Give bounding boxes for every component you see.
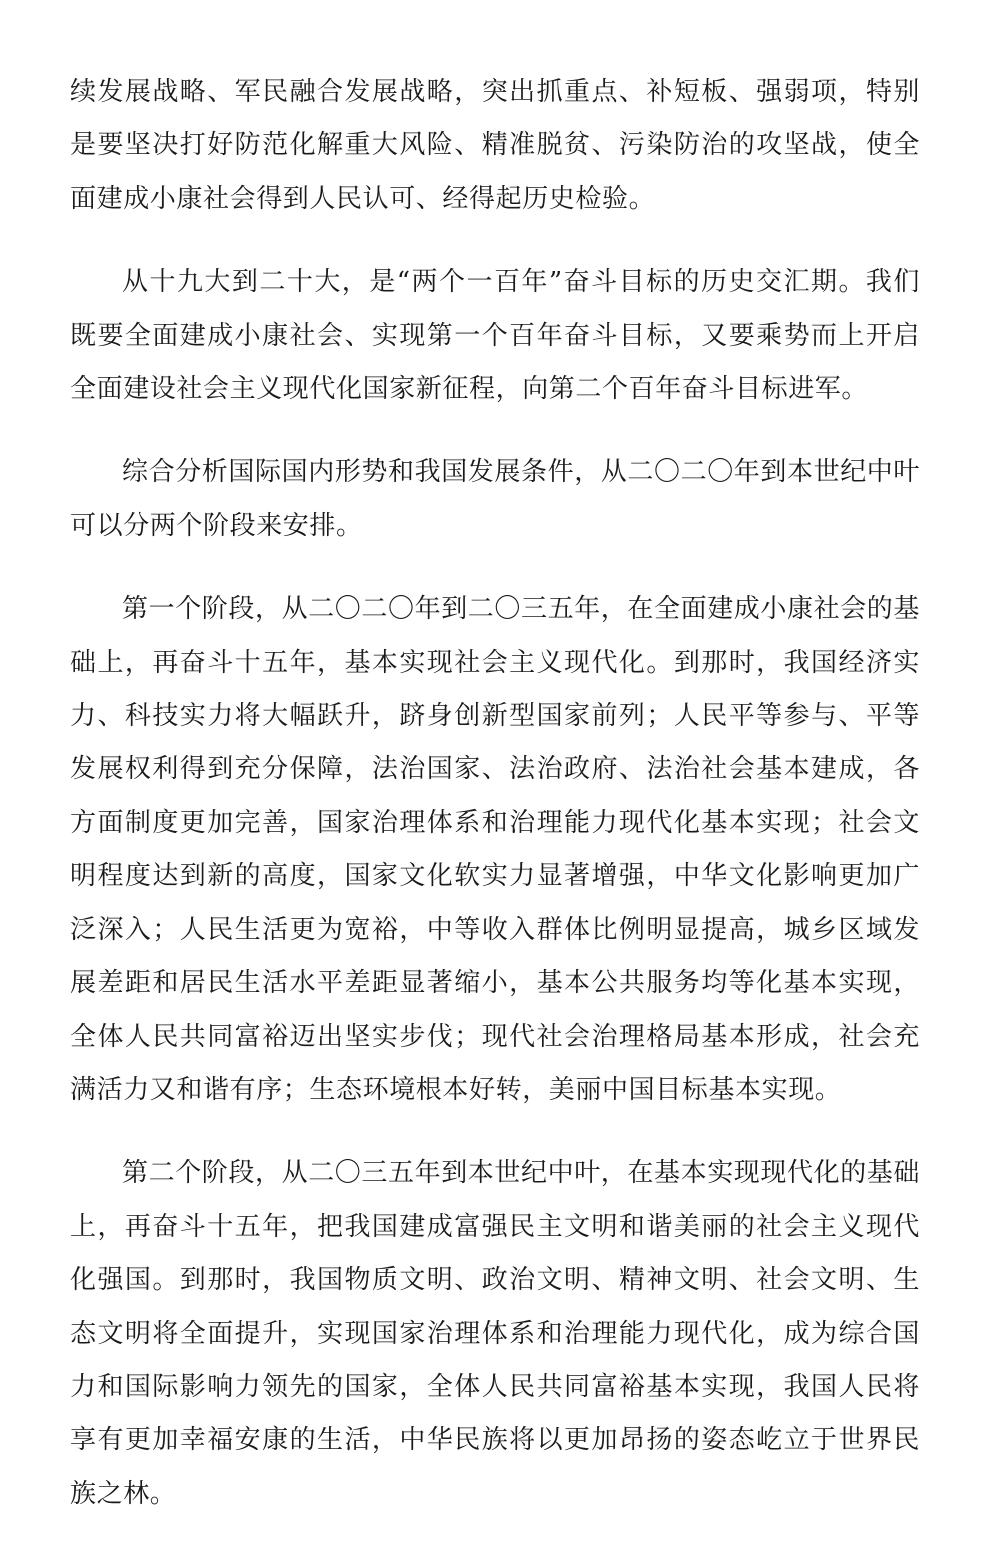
paragraph-second-stage: 第二个阶段，从二〇三五年到本世纪中叶，在基本实现现代化的基础上，再奋斗十五年，把我国建成富强民主文明和谐美丽的社会主义现代化强国。到那时，我国物质文明、政治文明、精神文明、社会文明、生态文明将全面提升，实现国家治理体系和治理能力现代化，成为综合国力和国际影响力领先的国家，全体人民共同富裕基本实现，我国人民将享有更加幸福安康的生活，中华民族将以更加昂扬的姿态屹立于世界民族之林。 bbox=[70, 1158, 921, 1509]
paragraph-two-stages: 综合分析国际国内形势和我国发展条件，从二〇二〇年到本世纪中叶可以分两个阶段来安排。 bbox=[70, 457, 921, 541]
paragraph-first-stage: 第一个阶段，从二〇二〇年到二〇三五年，在全面建成小康社会的基础上，再奋斗十五年，基本实现社会主义现代化。到那时，我国经济实力、科技实力将大幅跃升，跻身创新型国家前列；人民平等参与、平等发展权利得到充分保障，法治国家、法治政府、法治社会基本建成，各方面制度更加完善，国家治理体系和治理能力现代化基本实现；社会文明程度达到新的高度，国家文化软实力显著增强，中华文化影响更加广泛深入；人民生活更为宽裕，中等收入群体比例明显提高，城乡区域发展差距和居民生活水平差距显著缩小，基本公共服务均等化基本实现，全体人民共同富裕迈出坚实步伐；现代社会治理格局基本形成，社会充满活力又和谐有序；生态环境根本好转，美丽中国目标基本实现。 bbox=[70, 594, 921, 1105]
paragraph-continuation: 续发展战略、军民融合发展战略，突出抓重点、补短板、强弱项，特别是要坚决打好防范化解重大风险、精准脱贫、污染防治的攻坚战，使全面建成小康社会得到人民认可、经得起历史检验。 bbox=[70, 77, 920, 214]
document-body bbox=[70, 66, 920, 1551]
paragraph-two-centenary-goals: 从十九大到二十大，是“两个一百年”奋斗目标的历史交汇期。我们既要全面建成小康社会、实现第一个百年奋斗目标，又要乘势而上开启全面建设社会主义现代化国家新征程，向第二个百年奋斗目标进军。 bbox=[70, 267, 920, 405]
